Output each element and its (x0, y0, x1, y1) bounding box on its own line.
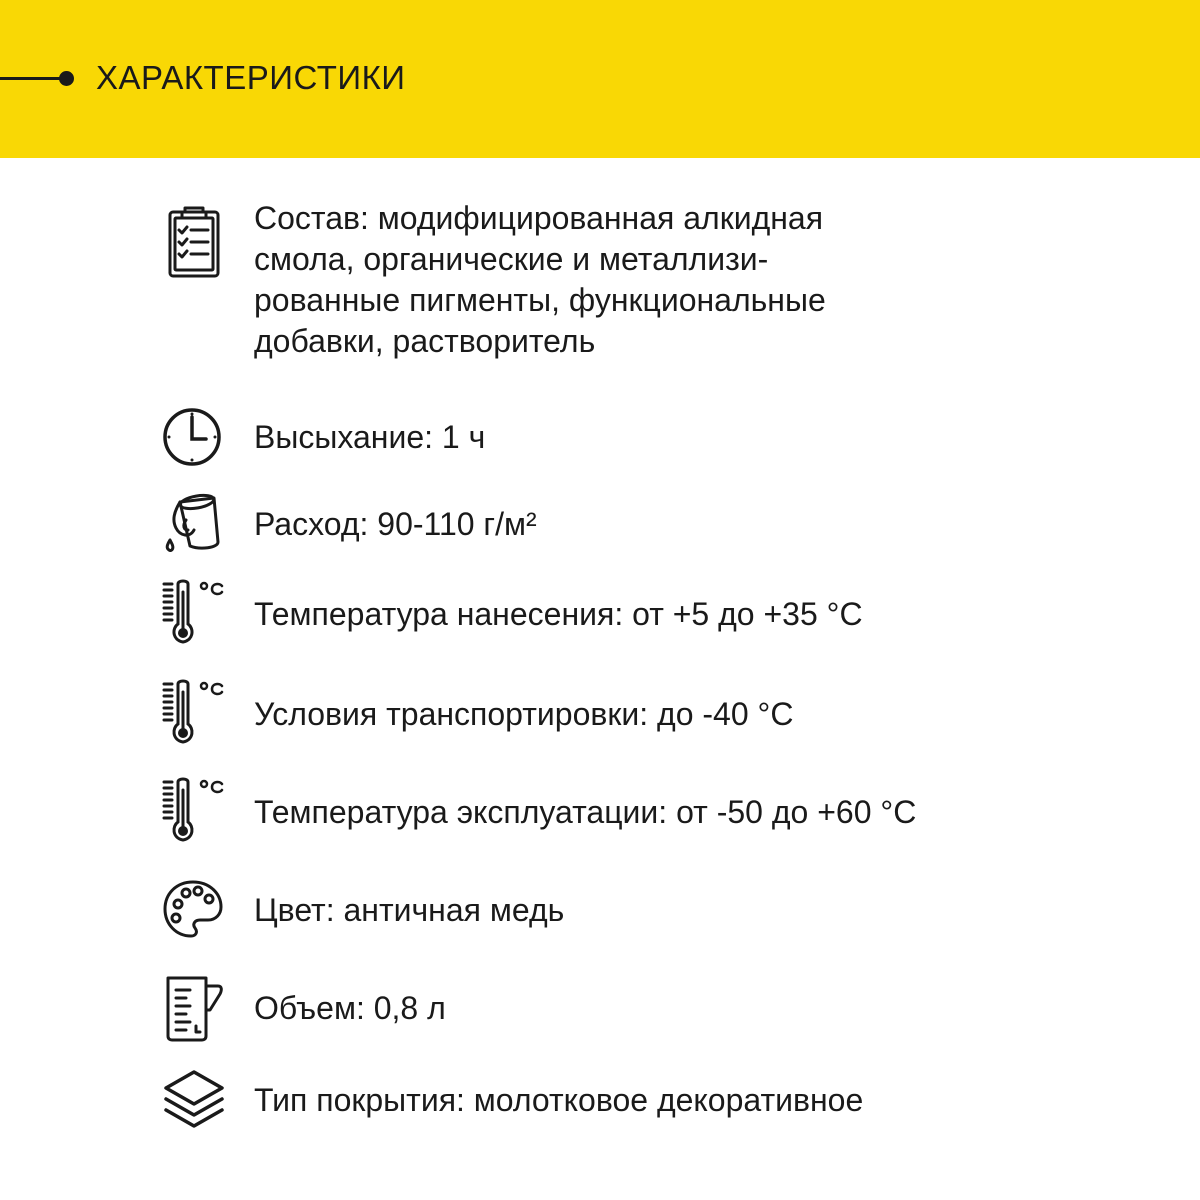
thermometer-icon (160, 776, 228, 846)
spec-application-temperature-text: Температура нанесения: от +5 до +35 °С (254, 596, 863, 632)
spec-composition-line: добавки, растворитель (254, 323, 596, 359)
header-line-decoration (0, 77, 66, 80)
page-title: ХАРАКТЕРИСТИКИ (96, 59, 406, 96)
palette-icon (160, 876, 228, 942)
clipboard-checklist-icon (160, 204, 228, 284)
spec-composition-line: смола, органические и металлизи- (254, 241, 769, 277)
spec-composition-text (254, 198, 826, 362)
spec-composition-line: рованные пигменты, функциональные (254, 282, 826, 318)
spec-operating-temperature-text: Температура эксплуатации: от -50 до +60 °С (254, 794, 917, 830)
paint-bucket-icon (160, 490, 228, 558)
spec-coating-type-text: Тип покрытия: молотковое декоративное (254, 1082, 864, 1118)
thermometer-icon (160, 578, 228, 648)
spec-drying-text: Высыхание: 1 ч (254, 419, 486, 455)
spec-composition-line: Состав: модифицированная алкидная (254, 200, 824, 236)
clock-icon (160, 405, 228, 469)
spec-transport-conditions-text: Условия транспортировки: до -40 °С (254, 696, 794, 732)
spec-consumption-text: Расход: 90-110 г/м² (254, 506, 537, 542)
layers-icon (160, 1066, 228, 1134)
header-dot-decoration (59, 71, 74, 86)
measuring-jug-icon (160, 974, 228, 1044)
spec-volume-text: Объем: 0,8 л (254, 990, 446, 1026)
spec-color-text: Цвет: античная медь (254, 892, 565, 928)
header-bar (0, 0, 1200, 158)
thermometer-icon (160, 678, 228, 748)
